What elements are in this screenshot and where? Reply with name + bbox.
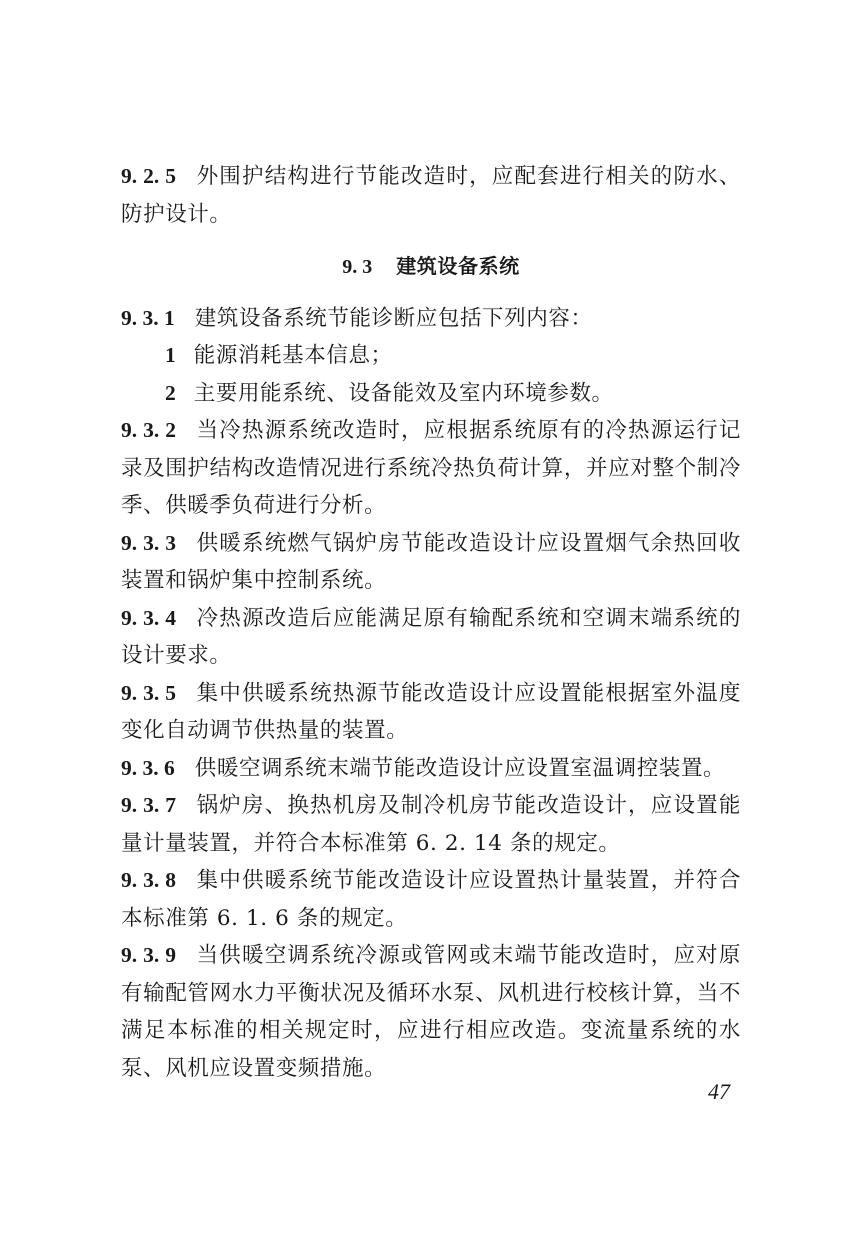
clause-text: 建筑设备系统节能诊断应包括下列内容： [194, 305, 593, 331]
clause-9-3-8 [121, 862, 741, 937]
clause-text: 当供暖空调系统冷源或管网或末端节能改造时，应对原有输配管网水力平衡状况及循环水泵、风机进行校核计算，当不满足本标准的相关规定时，应进行相应改造。变流量系统的水泵、风机应设置变频措施。 [121, 943, 741, 1081]
clause-9-3-2 [121, 412, 741, 525]
clause-text: 冷热源改造后应能满足原有输配系统和空调末端系统的设计要求。 [121, 605, 741, 668]
clause-9-3-9 [121, 937, 741, 1087]
clause-text: 供暖空调系统末端节能改造设计应设置室温调控装置。 [194, 755, 726, 781]
section-title: 建筑设备系统 [396, 254, 520, 278]
clause-number: 9. 3. 3 [121, 530, 176, 555]
clause-text: 外围护结构进行节能改造时，应配套进行相关的防水、防护设计。 [121, 164, 741, 227]
page-content [121, 158, 741, 1087]
clause-9-3-4 [121, 600, 741, 675]
clause-number: 9. 3. 7 [121, 793, 176, 817]
list-item [121, 375, 741, 413]
clause-text: 集中供暖系统热源节能改造设计应设置能根据室外温度变化自动调节供热量的装置。 [121, 680, 741, 743]
clause-number: 9. 3. 8 [121, 868, 176, 892]
item-number: 1 [165, 343, 176, 367]
item-text: 能源消耗基本信息； [193, 343, 393, 368]
clause-9-3-1 [121, 300, 741, 338]
clause-9-3-5 [121, 675, 741, 750]
clause-text: 集中供暖系统节能改造设计应设置热计量装置，并符合本标准第 6. 1. 6 条的规定。 [121, 868, 741, 931]
clause-number: 9. 3. 2 [121, 418, 176, 442]
clause-text: 锅炉房、换热机房及制冷机房节能改造设计，应设置能量计量装置，并符合本标准第 6. 2. 14 条的规定。 [121, 793, 741, 856]
clause-9-3-3 [121, 525, 741, 600]
clause-number: 9. 3. 6 [121, 755, 175, 780]
clause-number: 9. 2. 5 [121, 164, 176, 188]
clause-9-2-5 [121, 158, 741, 233]
page-number: 47 [708, 1079, 730, 1104]
clause-9-3-7 [121, 787, 741, 862]
clause-number: 9. 3. 1 [121, 305, 175, 330]
item-text: 主要用能系统、设备能效及室内环境参数。 [193, 380, 614, 406]
section-number: 9. 3 [342, 256, 373, 278]
clause-9-3-6 [121, 750, 741, 788]
section-heading-9-3 [121, 248, 741, 287]
clause-text: 供暖系统燃气锅炉房节能改造设计应设置烟气余热回收装置和锅炉集中控制系统。 [121, 530, 741, 593]
clause-number: 9. 3. 5 [121, 680, 176, 705]
list-item [121, 337, 741, 375]
item-number: 2 [165, 380, 176, 405]
clause-number: 9. 3. 9 [121, 943, 176, 967]
clause-text: 当冷热源系统改造时，应根据系统原有的冷热源运行记录及围护结构改造情况进行系统冷热负荷计算，并应对整个制冷季、供暖季负荷进行分析。 [121, 418, 741, 518]
clause-number: 9. 3. 4 [121, 605, 176, 630]
